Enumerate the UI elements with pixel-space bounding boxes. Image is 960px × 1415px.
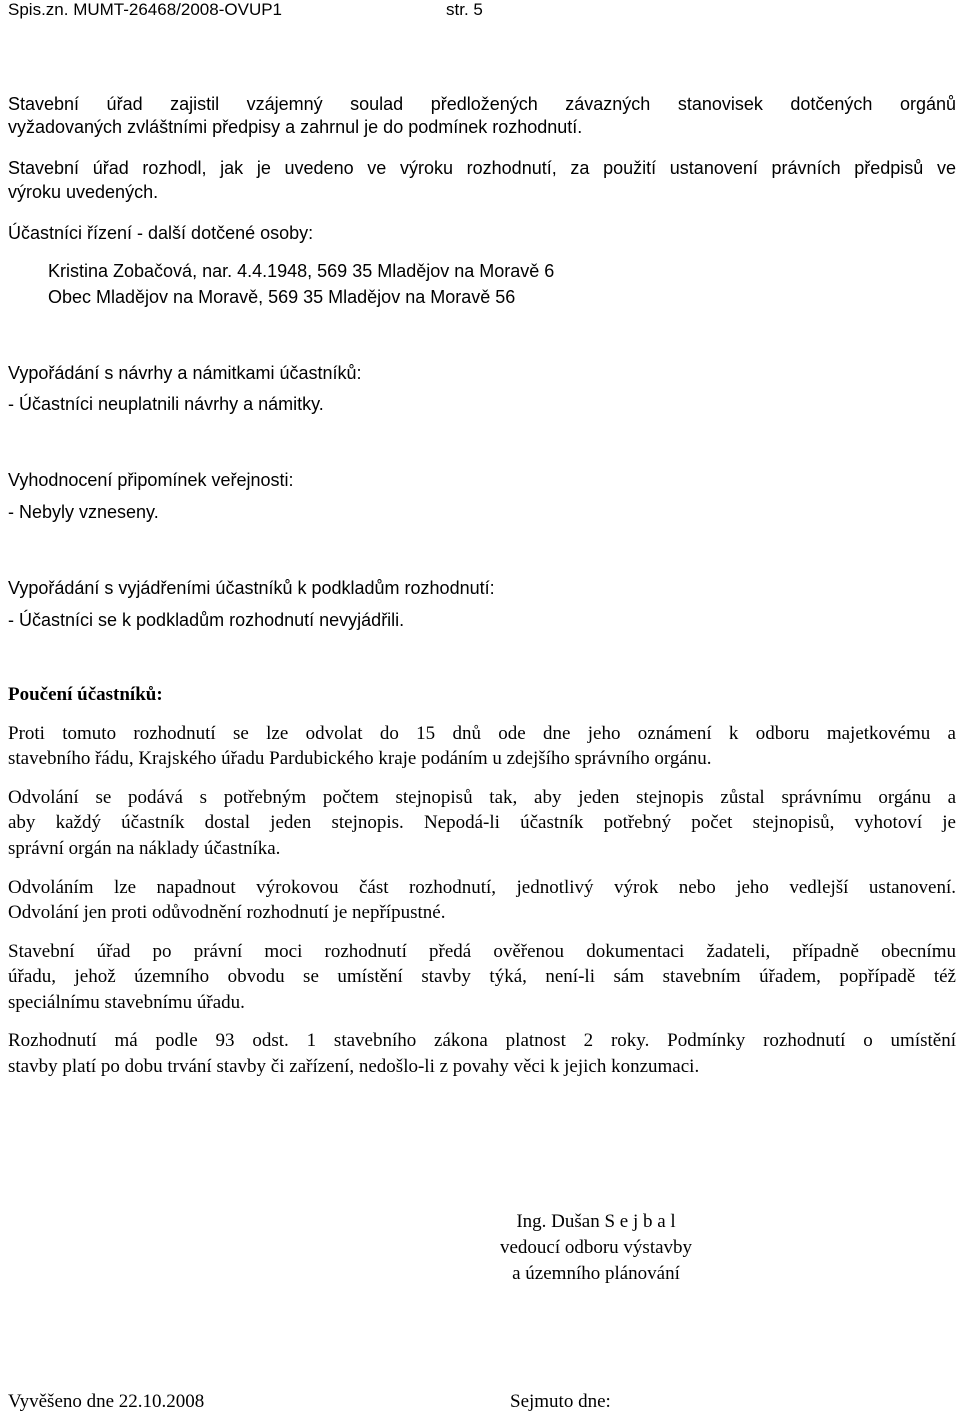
proposals-item: - Účastníci neuplatnili návrhy a námitky. xyxy=(8,394,324,414)
instruction-p3-line2: Odvolání jen proti odůvodnění rozhodnutí je nepřípustné. xyxy=(8,902,446,923)
public-heading: Vyhodnocení připomínek veřejnosti: xyxy=(8,470,294,490)
instruction-p3-line1: Odvoláním lze napadnout výrokovou část rozhodnutí, jednotlivý výrok nebo jeho vedlejší ustanovení. xyxy=(8,877,956,898)
signature-name: Ing. Dušan S e j b a l xyxy=(516,1211,676,1232)
participant-2: Obec Mladějov na Moravě, 569 35 Mladějov na Moravě 56 xyxy=(48,287,516,307)
page-number: str. 5 xyxy=(446,0,483,19)
instruction-p1-line1: Proti tomuto rozhodnutí se lze odvolat do 15 dnů ode dne jeho oznámení k odboru majetkovému a xyxy=(8,723,956,744)
instruction-p4-line2: úřadu, jehož územního obvodu se umístění stavby týká, není-li sám stavebním úřadem, popřípadě též xyxy=(8,966,956,987)
instruction-p4-line3: speciálnímu stavebnímu úřadu. xyxy=(8,992,245,1013)
public-item: - Nebyly vzneseny. xyxy=(8,502,159,522)
instruction-p2-line3: správní orgán na náklady účastníka. xyxy=(8,838,281,859)
file-reference: Spis.zn. MUMT-26468/2008-OVUP1 xyxy=(8,0,283,19)
instruction-p2-line1: Odvolání se podává s potřebným počtem stejnopisů tak, aby jeden stejnopis zůstal správnímu orgánu a xyxy=(8,787,956,808)
instruction-p4-line1: Stavební úřad po právní moci rozhodnutí předá ověřenou dokumentaci žadateli, případně obecnímu xyxy=(8,941,956,962)
instruction-p5-line1: Rozhodnutí má podle 93 odst. 1 stavebního zákona platnost 2 roky. Podmínky rozhodnutí o umístění xyxy=(8,1030,956,1051)
intro-p2-line1: Stavební úřad rozhodl, jak je uvedeno ve výroku rozhodnutí, za použití ustanovení právních předpisů ve xyxy=(8,158,956,178)
posted-date: Vyvěšeno dne 22.10.2008 xyxy=(8,1391,205,1412)
intro-p2-line2: výroku uvedených. xyxy=(8,182,159,202)
instruction-p2-line2: aby každý účastník dostal jeden stejnopis. Nepodá-li účastník potřebný počet stejnopisů, vyhotoví je xyxy=(8,812,956,833)
statements-item: - Účastníci se k podkladům rozhodnutí nevyjádřili. xyxy=(8,610,405,630)
signature-role-line2: a územního plánování xyxy=(512,1263,680,1284)
instruction-p5-line2: stavby platí po dobu trvání stavby či zařízení, nedošlo-li z povahy věci k jejich konzumaci. xyxy=(8,1056,700,1077)
instruction-p1-line2: stavebního řádu, Krajského úřadu Pardubického kraje podáním u zdejšího správního orgánu. xyxy=(8,748,712,769)
proposals-heading: Vypořádání s návrhy a námitkami účastníků: xyxy=(8,363,362,383)
removed-date: Sejmuto dne: xyxy=(510,1391,611,1412)
signature-role-line1: vedoucí odboru výstavby xyxy=(499,1237,693,1258)
intro-p1-line1: Stavební úřad zajistil vzájemný soulad předložených závazných stanovisek dotčených orgánů xyxy=(8,94,956,114)
intro-p1-line2: vyžadovaných zvláštními předpisy a zahrnul je do podmínek rozhodnutí. xyxy=(8,117,583,137)
statements-heading: Vypořádání s vyjádřeními účastníků k podkladům rozhodnutí: xyxy=(8,578,495,598)
participant-1: Kristina Zobačová, nar. 4.4.1948, 569 35 Mladějov na Moravě 6 xyxy=(48,261,555,281)
instruction-heading: Poučení účastníků: xyxy=(8,684,163,705)
participants-heading: Účastníci řízení - další dotčené osoby: xyxy=(8,223,314,243)
